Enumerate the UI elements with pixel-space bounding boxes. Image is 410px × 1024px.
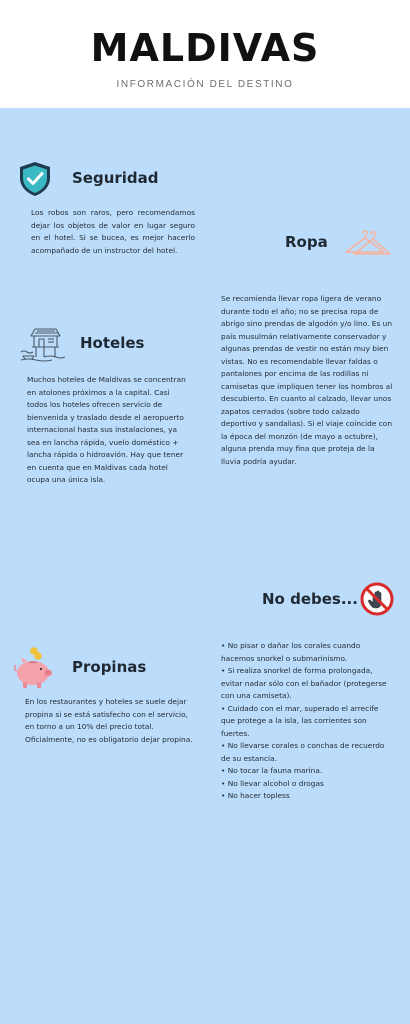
list-item: • No tocar la fauna marina. (221, 766, 323, 775)
shield-check-icon (19, 161, 51, 197)
section-text-seguridad: Los robos son raros, pero recomendamos dejar los objetos de valor en lugar seguro en el hotel. Si se bucea, es mejor hacerlo acompañado de un instructor del hotel. (31, 208, 195, 255)
piggy-bank-icon (12, 646, 54, 690)
section-text-propinas: En los restaurantes y hoteles se suele dejar propina si se está satisfecho con el servicio, en torno a un 10% del precio total. Oficialmente, no es obligatorio dejar propina. (25, 697, 193, 744)
no-touch-icon (360, 582, 394, 616)
section-title-ropa: Ropa (285, 233, 328, 251)
content-panel (0, 108, 410, 1024)
list-item: • No pisar o dañar los corales cuando hacemos snorkel o submarinismo. (221, 641, 361, 663)
section-text-hoteles: Muchos hoteles de Maldivas se concentran en atolones próximos a la capital. Casi todos los hoteles ofrecen servicio de bienvenida y traslado desde el aeropuerto internacional hasta sus instalaciones, ya sea en lancha rápida, vuelo doméstico + lancha rápida o hidroavión. Hay que tener en cuenta que en Maldivas cada hotel ocupa una única isla. (27, 375, 186, 484)
section-title-hoteles: Hoteles (80, 334, 145, 352)
list-item: • Cuidado con el mar, superado el arrecife que protege a la isla, las corrientes son fuertes. (221, 703, 379, 738)
list-item: • No llevarse corales o conchas de recuerdo de su estancia. (221, 741, 385, 763)
section-title-propinas: Propinas (72, 658, 147, 676)
section-text-ropa: Se recomienda llevar ropa ligera de verano durante todo el año; no se precisa ropa de abrigo sino prendas de algodón y/o lino. Es un país musulmán relativamente conservador y algunas prendas de vestir no están muy bien vistas. No es recomendable llevar faldas o pantalones por encima de las rodillas ni camisetas que impliquen tener los hombros al descubierto. En cuanto al calzado, llevar unos zapatos cerrados (sobre todo calzado deportivo y sandalias). Si el viaje coincide con la época del monzón (de mayo a octubre), alguna prenda muy fina que proteja de la lluvia podría ayudar. (221, 294, 393, 466)
no-debes-list (221, 640, 391, 803)
page-title: MALDIVAS (90, 26, 320, 70)
section-title-seguridad: Seguridad (72, 169, 159, 187)
header (0, 0, 410, 108)
stilt-house-icon (20, 326, 66, 362)
page-subtitle: INFORMACIÓN DEL DESTINO (116, 79, 294, 90)
list-item: • No llevar alcohol o drogas (221, 778, 324, 788)
list-item: • Si realiza snorkel de forma prolongada, evitar nadar sólo con el bañador (protegerse con una camiseta). (221, 666, 387, 700)
hanger-icon (343, 228, 391, 258)
list-item: • No hacer topless (221, 791, 290, 800)
section-title-no-debes: No debes... (262, 590, 358, 608)
